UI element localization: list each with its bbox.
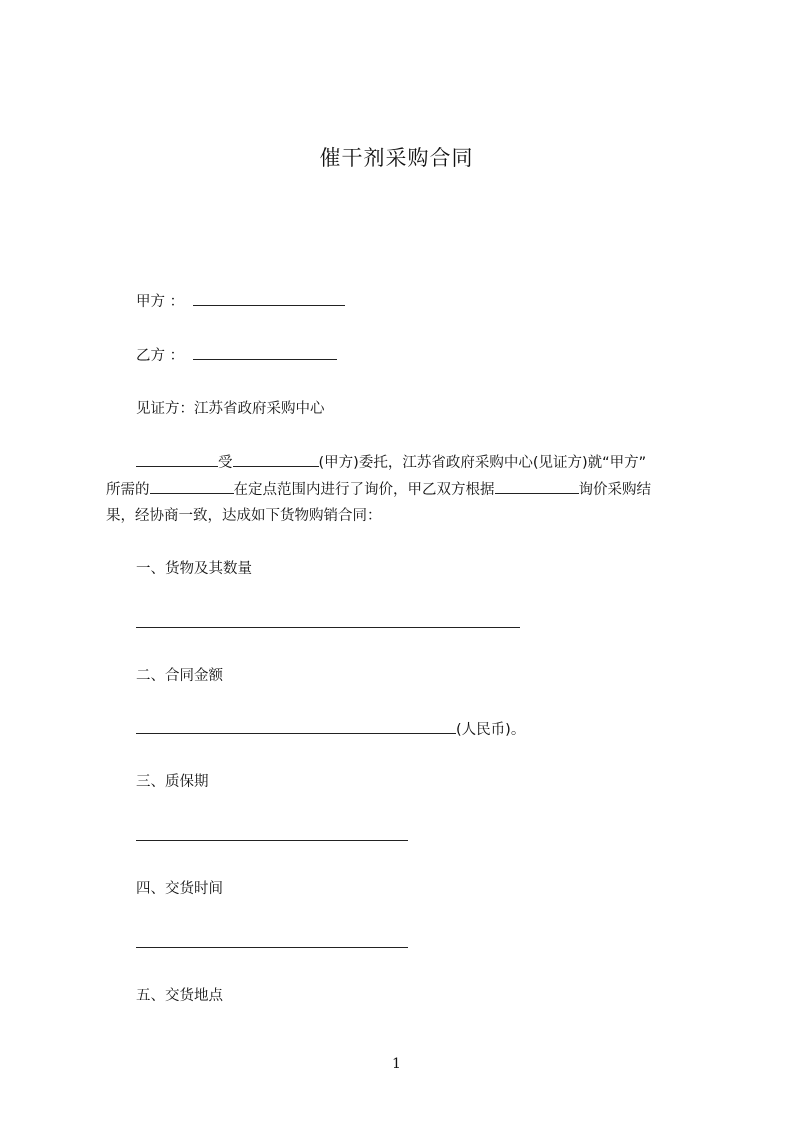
amount-suffix: (人民币)。 [456, 722, 526, 738]
intro-line-3: 果，经协商一致，达成如下货物购销合同： [106, 508, 382, 524]
section-3-blank[interactable] [136, 840, 408, 841]
intro-text-2c: 询价采购结 [578, 482, 651, 498]
intro-line-1 [136, 452, 646, 473]
party-a-label: 甲方 ： [136, 294, 185, 310]
page-title: 催干剂采购合同 [319, 146, 474, 170]
intro-text-1a: 受 [218, 455, 233, 471]
intro-line-2 [106, 479, 696, 500]
page-number: 1 [392, 1056, 401, 1072]
section-4-heading: 四、交货时间 [136, 881, 223, 897]
intro-text-2a: 所需的 [106, 482, 150, 498]
witness-line: 见证方：江苏省政府采购中心 [136, 401, 325, 417]
section-2-line [136, 719, 525, 740]
section-3-heading: 三、质保期 [136, 774, 209, 790]
section-4-blank[interactable] [136, 947, 408, 948]
party-a-line [136, 291, 345, 312]
intro-text-2b: 在定点范围内进行了询价，甲乙双方根据 [233, 482, 495, 498]
section-2-heading: 二、合同金额 [136, 668, 223, 684]
intro-text-1b: (甲方)委托，江苏省政府采购中心(见证方)就“甲方” [318, 455, 647, 471]
party-b-blank[interactable] [193, 345, 337, 360]
section-1-heading: 一、货物及其数量 [136, 561, 252, 577]
party-b-label: 乙方 ： [136, 348, 185, 364]
purchaser-blank[interactable] [233, 452, 319, 467]
party-b-line [136, 345, 337, 366]
section-1-blank[interactable] [136, 627, 520, 628]
goods-blank[interactable] [150, 479, 234, 494]
amount-blank[interactable] [136, 719, 456, 734]
section-5-heading: 五、交货地点 [136, 988, 223, 1004]
supplier-blank[interactable] [136, 452, 218, 467]
party-a-blank[interactable] [193, 291, 345, 306]
basis-blank[interactable] [495, 479, 579, 494]
